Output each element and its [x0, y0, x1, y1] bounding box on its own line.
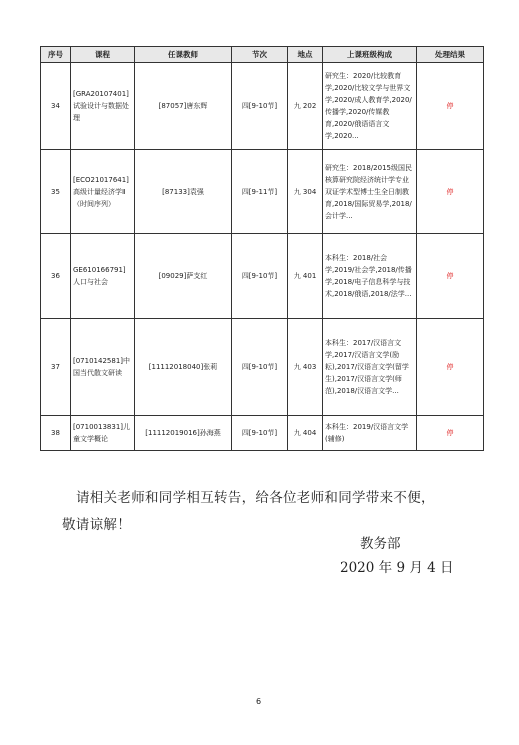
row-result: 停 [417, 319, 484, 416]
row-result: 停 [417, 150, 484, 234]
row-period: 四[9-11节] [232, 150, 288, 234]
row-period: 四[9-10节] [232, 63, 288, 150]
row-course: [0710013831]儿童文学概论 [71, 416, 135, 451]
row-result: 停 [417, 63, 484, 150]
header-number: 序号 [41, 47, 71, 63]
row-number: 37 [41, 319, 71, 416]
page-number: 6 [256, 697, 262, 706]
row-location: 九 404 [288, 416, 323, 451]
row-number: 35 [41, 150, 71, 234]
row-class-composition: 研究生：2018/2015级国民核算研究院经济统计学专业双证学术型博士生全日制教育,2018/国际贸易学,2018/会计学... [323, 150, 417, 234]
row-course: [ECO21017641]高级计量经济学Ⅱ（时间序列） [71, 150, 135, 234]
table-row [41, 234, 484, 319]
header-period: 节次 [232, 47, 288, 63]
row-course: GE610166791]人口与社会 [71, 234, 135, 319]
row-location: 九 403 [288, 319, 323, 416]
row-class-composition: 研究生：2020/比较教育学,2020/比较文学与世界文学,2020/成人教育学,2020/传播学,2020/传媒教育,2020/俄语语言文学,2020... [323, 63, 417, 150]
row-class-composition: 本科生：2017/汉语言文学,2017/汉语言文学(励耘),2017/汉语言文学(留学生),2017/汉语言文学(师范),2018/汉语言文学... [323, 319, 417, 416]
notice-paragraph [62, 485, 482, 539]
row-number: 38 [41, 416, 71, 451]
header-location: 地点 [288, 47, 323, 63]
row-teacher: [87133]袁强 [135, 150, 232, 234]
row-result: 停 [417, 234, 484, 319]
header-teacher: 任课教师 [135, 47, 232, 63]
row-teacher: [11112019016]孙海燕 [135, 416, 232, 451]
row-teacher: [09029]萨支红 [135, 234, 232, 319]
row-location: 九 202 [288, 63, 323, 150]
row-location: 九 304 [288, 150, 323, 234]
row-period: 四[9-10节] [232, 234, 288, 319]
row-number: 34 [41, 63, 71, 150]
issue-date: 2020 年 9 月 4 日 [340, 560, 454, 576]
header-class-composition: 上课班级构成 [323, 47, 417, 63]
table-row [41, 416, 484, 451]
header-course: 课程 [71, 47, 135, 63]
row-period: 四[9-10节] [232, 319, 288, 416]
header-result: 处理结果 [417, 47, 484, 63]
row-course: [GRA20107401]试验设计与数据处理 [71, 63, 135, 150]
row-period: 四[9-10节] [232, 416, 288, 451]
row-location: 九 401 [288, 234, 323, 319]
issuing-department: 教务部 [360, 536, 401, 552]
row-class-composition: 本科生：2018/社会学,2019/社会学,2018/传播学,2018/电子信息科学与技术,2018/俄语,2018/法学... [323, 234, 417, 319]
table-row [41, 63, 484, 150]
notice-line-2: 敬请谅解！ [62, 517, 131, 533]
course-cancellation-table [40, 46, 484, 451]
row-result: 停 [417, 416, 484, 451]
row-teacher: [11112018040]张莉 [135, 319, 232, 416]
row-course: [0710142581]中国当代散文研读 [71, 319, 135, 416]
table-header-row [41, 47, 484, 63]
row-number: 36 [41, 234, 71, 319]
notice-line-1: 请相关老师和同学相互转告，给各位老师和同学带来不便， [76, 490, 435, 506]
table-row [41, 150, 484, 234]
row-class-composition: 本科生：2019/汉语言文学(辅修) [323, 416, 417, 451]
table-row [41, 319, 484, 416]
row-teacher: [87057]唐东辉 [135, 63, 232, 150]
